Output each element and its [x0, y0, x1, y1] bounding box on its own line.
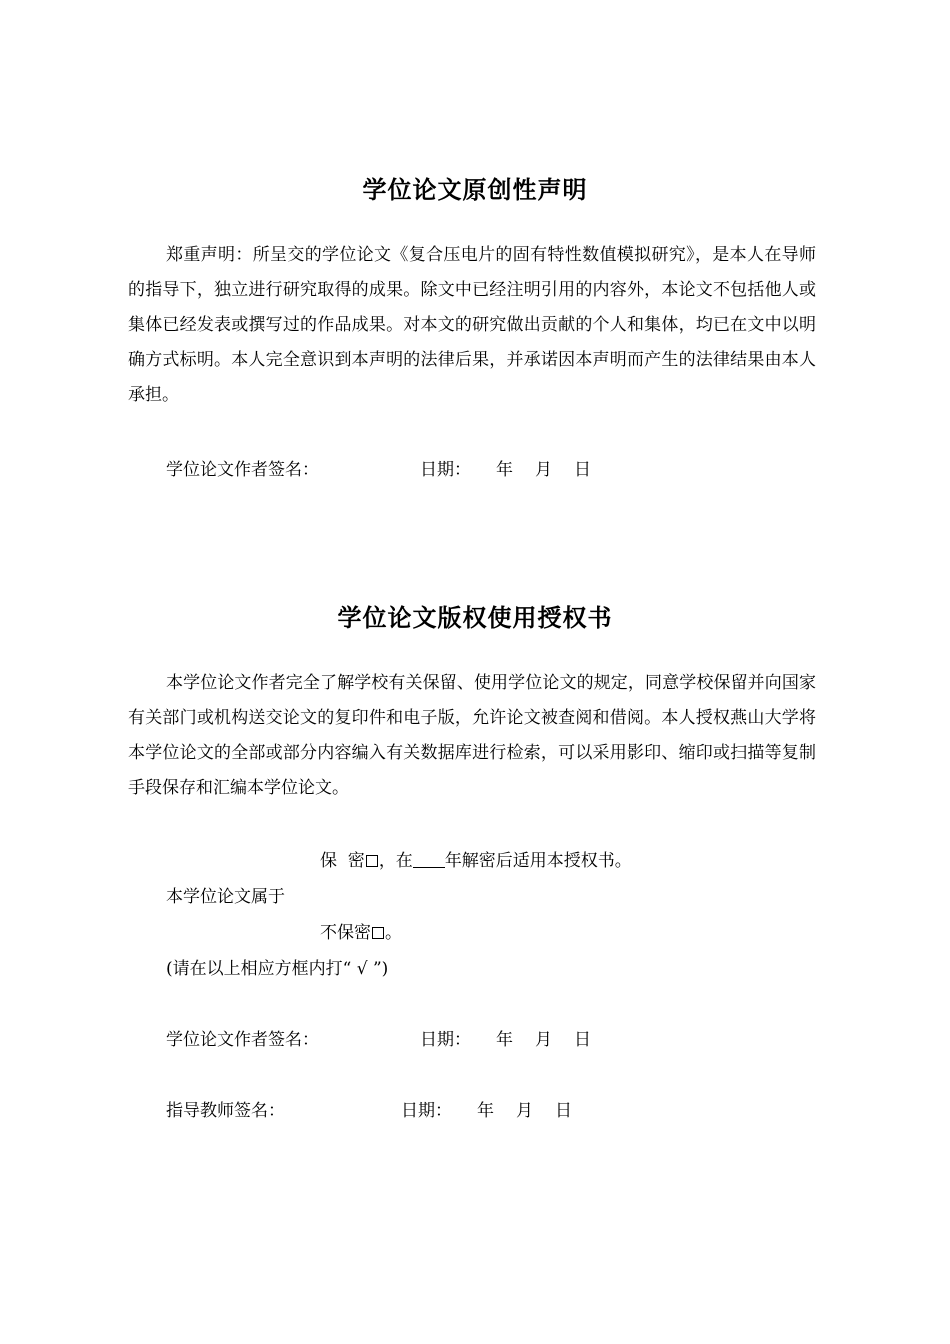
secret-checkbox[interactable]: [366, 855, 378, 867]
declaration-body: 郑重声明：所呈交的学位论文《复合压电片的固有特性数值模拟研究》，是本人在导师的指导下，独立进行研究取得的成果。除文中已经注明引用的内容外，本论文不包括他人或集体已经发表或撰写过的作品成果。对本文的研究做出贡献的个人和集体，均已在文中以明确方式标明。本人完全意识到本声明的法律后果，并承诺因本声明而产生的法律结果由本人承担。: [128, 245, 816, 405]
secret-years-blank[interactable]: [413, 851, 445, 868]
secret-tail-after: 年解密后适用本授权书。: [444, 851, 632, 871]
not-secret-label: 不保密: [320, 923, 371, 943]
authorization-author-month: 月: [535, 1030, 552, 1050]
not-secret-tail: 。: [385, 923, 402, 943]
advisor-month: 月: [516, 1101, 533, 1121]
secret-option: [320, 850, 632, 872]
check-instruction: (请在以上相应方框内打“ √ ”): [166, 959, 389, 979]
authorization-author-sign-label: 学位论文作者签名：: [166, 1030, 319, 1050]
authorization-author-date-label: 日期：: [420, 1030, 471, 1050]
authorization-body: 本学位论文作者完全了解学校有关保留、使用学位论文的规定，同意学校保留并向国家有关部门或机构送交论文的复印件和电子版，允许论文被查阅和借阅。本人授权燕山大学将本学位论文的全部或部分内容编入有关数据库进行检索，可以采用影印、缩印或扫描等复制手段保存和汇编本学位论文。: [128, 673, 816, 798]
authorization-author-year: 年: [496, 1030, 513, 1050]
not-secret-checkbox[interactable]: [372, 927, 384, 939]
declaration-year: 年: [496, 460, 513, 480]
belongs-label: 本学位论文属于: [166, 887, 285, 907]
declaration-author-sign-label: 学位论文作者签名：: [166, 460, 319, 480]
advisor-date-label: 日期：: [401, 1101, 452, 1121]
authorization-title: 学位论文版权使用授权书: [337, 604, 613, 632]
advisor-sign-label: 指导教师签名：: [166, 1101, 285, 1121]
authorization-author-day: 日: [574, 1030, 591, 1050]
advisor-year: 年: [477, 1101, 494, 1121]
declaration-date-label: 日期：: [420, 460, 471, 480]
declaration-month: 月: [535, 460, 552, 480]
declaration-title: 学位论文原创性声明: [362, 176, 588, 204]
declaration-day: 日: [574, 460, 591, 480]
advisor-day: 日: [555, 1101, 572, 1121]
secret-label: 保 密: [320, 851, 365, 871]
not-secret-option: [320, 922, 402, 944]
secret-tail-before: ，在: [378, 851, 413, 871]
